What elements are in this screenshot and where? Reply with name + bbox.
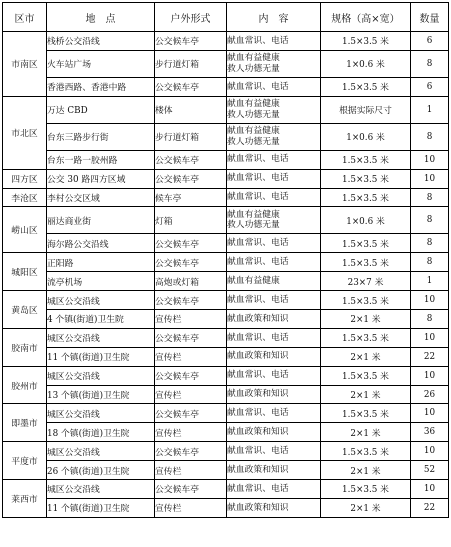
spec-cell: 1.5×3.5 米 bbox=[321, 442, 411, 461]
form-cell: 宣传栏 bbox=[155, 461, 227, 480]
table-row bbox=[3, 50, 449, 77]
qty-cell: 10 bbox=[411, 404, 449, 423]
content-line: 献血政策和知识 bbox=[227, 351, 289, 362]
qty-cell: 8 bbox=[411, 188, 449, 207]
form-cell: 公交候车亭 bbox=[155, 328, 227, 347]
content-cell bbox=[227, 480, 321, 499]
qty-cell: 10 bbox=[411, 480, 449, 499]
content-cell bbox=[227, 253, 321, 272]
spec-cell: 1.5×3.5 米 bbox=[321, 328, 411, 347]
content-line: 献血有益健康 bbox=[227, 53, 280, 64]
form-cell: 公交候车亭 bbox=[155, 480, 227, 499]
form-cell: 宣传栏 bbox=[155, 310, 227, 329]
content-line: 献血常识、电话 bbox=[227, 408, 289, 419]
table-row bbox=[3, 253, 449, 272]
content-line: 献血政策和知识 bbox=[227, 427, 289, 438]
table-row bbox=[3, 442, 449, 461]
table-row bbox=[3, 188, 449, 207]
qty-cell: 6 bbox=[411, 32, 449, 51]
table-row bbox=[3, 77, 449, 96]
qty-cell: 8 bbox=[411, 234, 449, 253]
form-cell: 公交候车亭 bbox=[155, 32, 227, 51]
content-cell bbox=[227, 328, 321, 347]
form-cell: 公交候车亭 bbox=[155, 404, 227, 423]
table-row bbox=[3, 32, 449, 51]
district-cell: 莱西市 bbox=[3, 480, 47, 518]
header-form: 户外形式 bbox=[155, 3, 227, 32]
content-cell bbox=[227, 310, 321, 329]
spec-cell: 2×1 米 bbox=[321, 385, 411, 404]
qty-cell: 10 bbox=[411, 150, 449, 169]
content-line: 献血政策和知识 bbox=[227, 502, 289, 513]
table-row bbox=[3, 150, 449, 169]
outdoor-ad-table bbox=[2, 2, 449, 518]
content-line: 救人功德无量 bbox=[227, 136, 280, 147]
content-line: 献血常识、电话 bbox=[227, 257, 289, 268]
qty-cell: 10 bbox=[411, 442, 449, 461]
qty-cell: 52 bbox=[411, 461, 449, 480]
qty-cell: 22 bbox=[411, 347, 449, 366]
content-cell bbox=[227, 77, 321, 96]
table-row bbox=[3, 461, 449, 480]
spec-cell: 1.5×3.5 米 bbox=[321, 188, 411, 207]
qty-cell: 26 bbox=[411, 385, 449, 404]
district-cell: 胶南市 bbox=[3, 328, 47, 366]
qty-cell: 8 bbox=[411, 207, 449, 234]
content-cell bbox=[227, 442, 321, 461]
form-cell: 公交候车亭 bbox=[155, 169, 227, 188]
form-cell: 宣传栏 bbox=[155, 423, 227, 442]
spec-cell: 2×1 米 bbox=[321, 310, 411, 329]
table-header-row bbox=[3, 3, 449, 32]
table-row bbox=[3, 347, 449, 366]
qty-cell: 6 bbox=[411, 77, 449, 96]
spec-cell: 1.5×3.5 米 bbox=[321, 366, 411, 385]
content-line: 献血常识、电话 bbox=[227, 154, 289, 165]
place-cell: 城区公交沿线 bbox=[47, 404, 155, 423]
qty-cell: 8 bbox=[411, 123, 449, 150]
content-cell bbox=[227, 404, 321, 423]
place-cell: 香港西路、香港中路 bbox=[47, 77, 155, 96]
content-line: 献血常识、电话 bbox=[227, 445, 289, 456]
qty-cell: 8 bbox=[411, 310, 449, 329]
form-cell: 宣传栏 bbox=[155, 498, 227, 517]
form-cell: 公交候车亭 bbox=[155, 253, 227, 272]
place-cell: 城区公交沿线 bbox=[47, 328, 155, 347]
place-cell: 台东三路步行街 bbox=[47, 123, 155, 150]
place-cell: 城区公交沿线 bbox=[47, 291, 155, 310]
content-cell bbox=[227, 347, 321, 366]
form-cell: 公交候车亭 bbox=[155, 77, 227, 96]
content-cell bbox=[227, 50, 321, 77]
content-line: 救人功德无量 bbox=[227, 63, 280, 74]
qty-cell: 10 bbox=[411, 169, 449, 188]
form-cell: 公交候车亭 bbox=[155, 366, 227, 385]
place-cell: 18 个镇(街道)卫生院 bbox=[47, 423, 155, 442]
header-place: 地 点 bbox=[47, 3, 155, 32]
spec-cell: 1.5×3.5 米 bbox=[321, 150, 411, 169]
place-cell: 11 个镇(街道)卫生院 bbox=[47, 498, 155, 517]
spec-cell: 1.5×3.5 米 bbox=[321, 404, 411, 423]
district-cell: 黄岛区 bbox=[3, 291, 47, 329]
content-cell bbox=[227, 123, 321, 150]
form-cell: 宣传栏 bbox=[155, 385, 227, 404]
district-cell: 四方区 bbox=[3, 169, 47, 188]
district-cell: 即墨市 bbox=[3, 404, 47, 442]
content-cell bbox=[227, 366, 321, 385]
spec-cell: 2×1 米 bbox=[321, 423, 411, 442]
place-cell: 流亭机场 bbox=[47, 272, 155, 291]
table-row bbox=[3, 328, 449, 347]
content-line: 献血有益健康 bbox=[227, 126, 280, 137]
qty-cell: 10 bbox=[411, 328, 449, 347]
table-row bbox=[3, 385, 449, 404]
table-row bbox=[3, 234, 449, 253]
form-cell: 宣传栏 bbox=[155, 347, 227, 366]
district-cell: 市南区 bbox=[3, 32, 47, 97]
qty-cell: 1 bbox=[411, 272, 449, 291]
form-cell: 公交候车亭 bbox=[155, 234, 227, 253]
content-cell bbox=[227, 385, 321, 404]
form-cell: 灯箱 bbox=[155, 207, 227, 234]
spec-cell: 1.5×3.5 米 bbox=[321, 32, 411, 51]
content-cell bbox=[227, 498, 321, 517]
spec-cell: 根据实际尺寸 bbox=[321, 96, 411, 123]
spec-cell: 2×1 米 bbox=[321, 347, 411, 366]
form-cell: 候车亭 bbox=[155, 188, 227, 207]
spec-cell: 23×7 米 bbox=[321, 272, 411, 291]
place-cell: 公交 30 路四方区域 bbox=[47, 169, 155, 188]
table-row bbox=[3, 404, 449, 423]
header-district: 区市 bbox=[3, 3, 47, 32]
content-line: 救人功德无量 bbox=[227, 220, 280, 231]
place-cell: 11 个镇(街道)卫生院 bbox=[47, 347, 155, 366]
content-cell bbox=[227, 32, 321, 51]
content-line: 献血常识、电话 bbox=[227, 173, 289, 184]
table-row bbox=[3, 366, 449, 385]
place-cell: 丽达商业街 bbox=[47, 207, 155, 234]
table-row bbox=[3, 498, 449, 517]
table-row bbox=[3, 310, 449, 329]
table-row bbox=[3, 480, 449, 499]
place-cell: 26 个镇(街道)卫生院 bbox=[47, 461, 155, 480]
content-cell bbox=[227, 207, 321, 234]
form-cell: 公交候车亭 bbox=[155, 442, 227, 461]
spec-cell: 2×1 米 bbox=[321, 461, 411, 480]
table-row bbox=[3, 169, 449, 188]
content-cell bbox=[227, 272, 321, 291]
district-cell: 市北区 bbox=[3, 96, 47, 169]
table-row bbox=[3, 123, 449, 150]
form-cell: 步行道灯箱 bbox=[155, 50, 227, 77]
spec-cell: 1.5×3.5 米 bbox=[321, 253, 411, 272]
content-cell bbox=[227, 291, 321, 310]
qty-cell: 10 bbox=[411, 291, 449, 310]
district-cell: 崂山区 bbox=[3, 207, 47, 253]
place-cell: 城区公交沿线 bbox=[47, 366, 155, 385]
content-cell bbox=[227, 423, 321, 442]
content-cell bbox=[227, 169, 321, 188]
place-cell: 万达 CBD bbox=[47, 96, 155, 123]
form-cell: 公交候车亭 bbox=[155, 150, 227, 169]
spec-cell: 1×0.6 米 bbox=[321, 123, 411, 150]
district-cell: 城阳区 bbox=[3, 253, 47, 291]
district-cell: 李沧区 bbox=[3, 188, 47, 207]
header-content: 内 容 bbox=[227, 3, 321, 32]
content-line: 献血常识、电话 bbox=[227, 370, 289, 381]
table-row bbox=[3, 272, 449, 291]
qty-cell: 10 bbox=[411, 366, 449, 385]
table-body bbox=[3, 32, 449, 518]
form-cell: 步行道灯箱 bbox=[155, 123, 227, 150]
content-line: 救人功德无量 bbox=[227, 109, 280, 120]
place-cell: 正阳路 bbox=[47, 253, 155, 272]
qty-cell: 8 bbox=[411, 253, 449, 272]
district-cell: 平度市 bbox=[3, 442, 47, 480]
district-cell: 胶州市 bbox=[3, 366, 47, 404]
qty-cell: 22 bbox=[411, 498, 449, 517]
table-row bbox=[3, 207, 449, 234]
place-cell: 李村公交区域 bbox=[47, 188, 155, 207]
content-line: 献血常识、电话 bbox=[227, 483, 289, 494]
table-row bbox=[3, 96, 449, 123]
spec-cell: 2×1 米 bbox=[321, 498, 411, 517]
content-line: 献血有益健康 bbox=[227, 99, 280, 110]
content-line: 献血常识、电话 bbox=[227, 238, 289, 249]
content-cell bbox=[227, 461, 321, 480]
content-line: 献血政策和知识 bbox=[227, 389, 289, 400]
content-cell bbox=[227, 96, 321, 123]
form-cell: 高炮或灯箱 bbox=[155, 272, 227, 291]
qty-cell: 36 bbox=[411, 423, 449, 442]
content-line: 献血政策和知识 bbox=[227, 313, 289, 324]
place-cell: 火车站广场 bbox=[47, 50, 155, 77]
content-line: 献血常识、电话 bbox=[227, 294, 289, 305]
qty-cell: 8 bbox=[411, 50, 449, 77]
spec-cell: 1.5×3.5 米 bbox=[321, 234, 411, 253]
place-cell: 13 个镇(街道)卫生院 bbox=[47, 385, 155, 404]
content-line: 献血常识、电话 bbox=[227, 192, 289, 203]
table-row bbox=[3, 423, 449, 442]
content-line: 献血常识、电话 bbox=[227, 35, 289, 46]
place-cell: 4 个镇(街道)卫生院 bbox=[47, 310, 155, 329]
spec-cell: 1.5×3.5 米 bbox=[321, 480, 411, 499]
place-cell: 栈桥公交沿线 bbox=[47, 32, 155, 51]
content-line: 献血常识、电话 bbox=[227, 332, 289, 343]
content-cell bbox=[227, 234, 321, 253]
content-line: 献血常识、电话 bbox=[227, 81, 289, 92]
spec-cell: 1×0.6 米 bbox=[321, 50, 411, 77]
header-spec: 规格（高×宽） bbox=[321, 3, 411, 32]
form-cell: 公交候车亭 bbox=[155, 291, 227, 310]
spec-cell: 1.5×3.5 米 bbox=[321, 169, 411, 188]
place-cell: 海尔路公交沿线 bbox=[47, 234, 155, 253]
content-line: 献血有益健康 bbox=[227, 209, 280, 220]
qty-cell: 1 bbox=[411, 96, 449, 123]
content-line: 献血有益健康 bbox=[227, 275, 280, 286]
spec-cell: 1.5×3.5 米 bbox=[321, 291, 411, 310]
place-cell: 台东一路一胶州路 bbox=[47, 150, 155, 169]
form-cell: 楼体 bbox=[155, 96, 227, 123]
header-qty: 数量 bbox=[411, 3, 449, 32]
table-row bbox=[3, 291, 449, 310]
content-line: 献血政策和知识 bbox=[227, 464, 289, 475]
content-cell bbox=[227, 188, 321, 207]
content-cell bbox=[227, 150, 321, 169]
place-cell: 城区公交沿线 bbox=[47, 480, 155, 499]
place-cell: 城区公交沿线 bbox=[47, 442, 155, 461]
spec-cell: 1.5×3.5 米 bbox=[321, 77, 411, 96]
spec-cell: 1×0.6 米 bbox=[321, 207, 411, 234]
